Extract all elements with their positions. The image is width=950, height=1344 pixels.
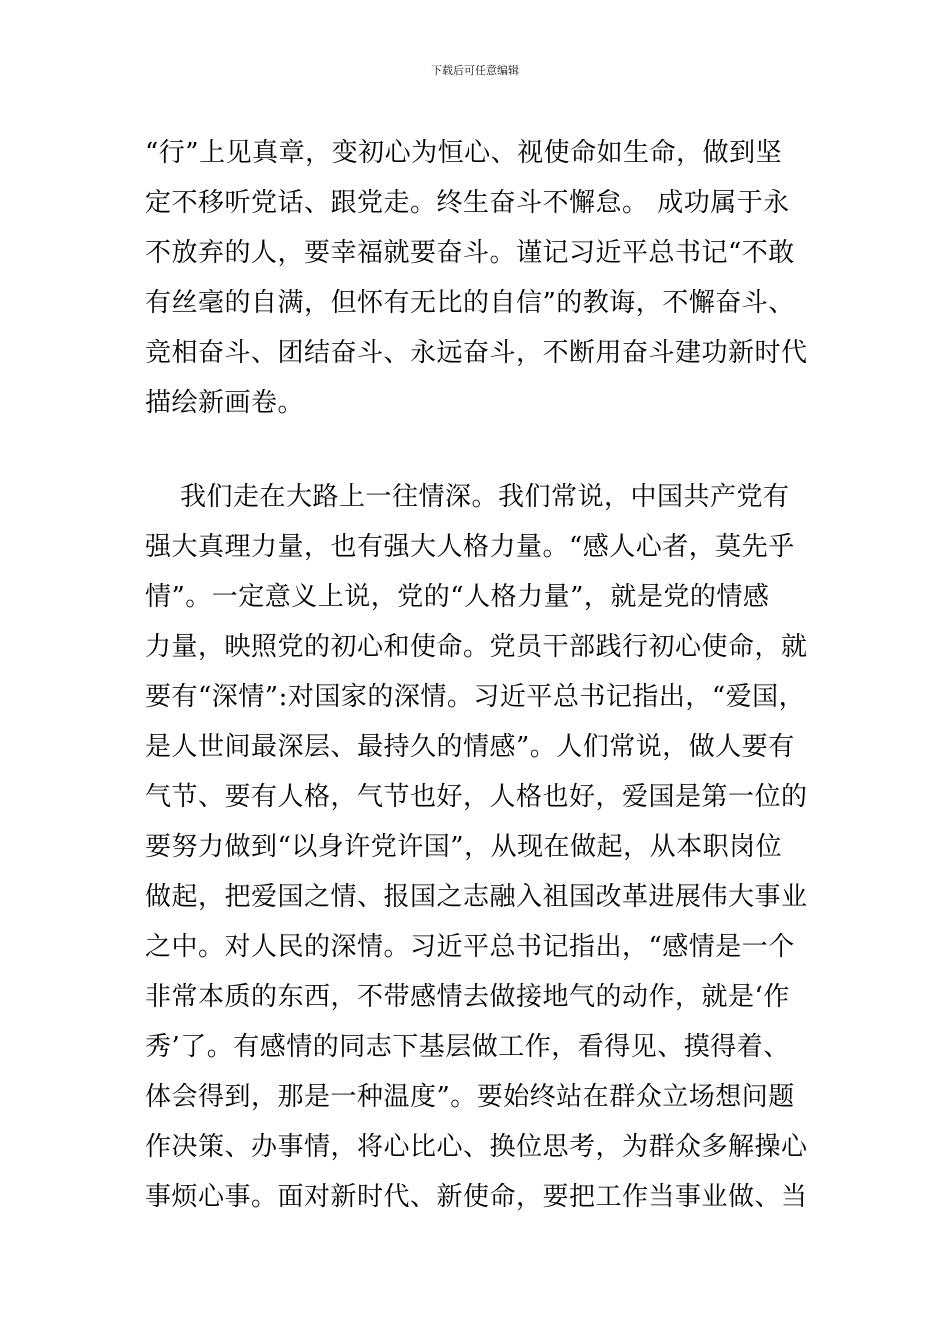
text-line: “行”上见真章，变初心为恒心、视使命如生命，做到坚: [145, 138, 783, 168]
text-line: 是人世间最深层、最持久的情感”。人们常说，做人要有: [145, 732, 795, 762]
text-line: 强大真理力量，也有强大人格力量。“感人心者，莫先乎: [145, 532, 795, 562]
text-line: 我们走在大路上一往情深。我们常说，中国共产党有: [145, 482, 790, 512]
text-line: 不放弃的人，要幸福就要奋斗。谨记习近平总书记“不敢: [145, 238, 795, 268]
paragraph-1: [145, 128, 815, 428]
text-line: 要有“深情”:对国家的深情。习近平总书记指出，“爱国，: [145, 682, 806, 712]
text-line: 之中。对人民的深情。习近平总书记指出，“感情是一个: [145, 932, 795, 962]
text-line: 有丝毫的自满，但怀有无比的自信”的教诲，不懈奋斗、: [145, 288, 795, 318]
text-line: 要努力做到“以身许党许国”，从现在做起，从本职岗位: [145, 832, 783, 862]
text-line: 气节、要有人格，气节也好，人格也好，爱国是第一位的: [145, 782, 808, 812]
text-line: 作决策、办事情，将心比心、换位思考，为群众多解操心: [145, 1132, 808, 1162]
text-line: 定不移听党话、跟党走。终生奋斗不懈怠。 成功属于永: [145, 188, 790, 218]
text-line: 描绘新画卷。: [145, 388, 305, 418]
text-line: 秀’了。有感情的同志下基层做工作，看得见、摸得着、: [145, 1032, 790, 1062]
text-line: 做起，把爱国之情、报国之志融入祖国改革进展伟大事业: [145, 882, 808, 912]
page-header: 下载后可任意编辑: [431, 64, 519, 77]
paragraph-2: [145, 472, 815, 1222]
text-line: 力量，映照党的初心和使命。党员干部践行初心使命，就: [145, 632, 808, 662]
text-line: 情”。一定意义上说，党的“人格力量”，就是党的情感: [145, 582, 770, 612]
text-line: 非常本质的东西，不带感情去做接地气的动作，就是‘作: [145, 982, 790, 1012]
text-line: 体会得到，那是一种温度”。要始终站在群众立场想问题: [145, 1082, 795, 1112]
text-line: 事烦心事。面对新时代、新使命，要把工作当事业做、当: [145, 1182, 808, 1212]
text-line: 竞相奋斗、团结奋斗、永远奋斗，不断用奋斗建功新时代: [145, 338, 808, 368]
